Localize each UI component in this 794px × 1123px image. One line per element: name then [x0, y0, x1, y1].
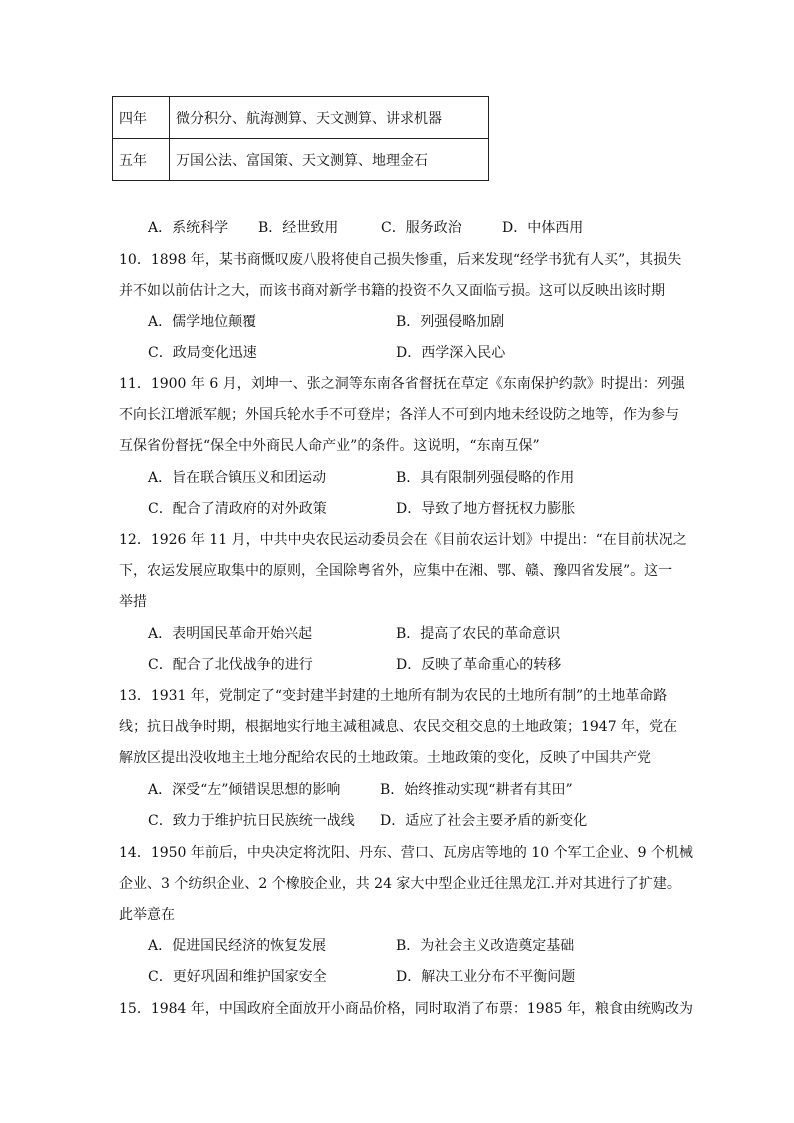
q13-option-c[interactable]: C．致力于维护抗日民族统一战线	[148, 813, 355, 829]
q12-option-a[interactable]: A．表明国民革命开始兴起	[148, 626, 313, 642]
q13-option-d[interactable]: D．适应了社会主要矛盾的新变化	[380, 813, 588, 829]
q10-stem-line: 10．1898 年，某书商慨叹废八股将使自己损失惨重，后来发现“经学书犹有人买”，其损失	[119, 252, 682, 268]
q13-stem-line: 解放区提出没收地主土地分配给农民的土地政策。土地政策的变化，反映了中国共产党	[119, 750, 651, 766]
q9-option-d[interactable]: D．中体西用	[502, 220, 584, 236]
q14-stem-line: 14．1950 年前后，中央决定将沈阳、丹东、营口、瓦房店等地的 10 个军工企业、9 个机械	[119, 845, 693, 861]
q11-option-c[interactable]: C．配合了清政府的对外政策	[148, 501, 327, 517]
q12-stem-line: 下，农运发展应取集中的原则，全国除粤省外，应集中在湘、鄂、赣、豫四省发展”。这一	[119, 563, 673, 579]
curriculum-table	[112, 96, 489, 181]
q9-option-b[interactable]: B．经世致用	[258, 220, 339, 236]
q14-stem-line: 企业、3 个纺织企业、2 个橡胶企业，共 24 家大中型企业迁往黑龙江.并对其进行了扩建。	[119, 876, 681, 892]
q14-option-d[interactable]: D．解决工业分布不平衡问题	[396, 969, 576, 985]
q12-stem-line: 12．1926 年 11 月，中共中央农民运动委员会在《目前农运计划》中提出：“在目前状况之	[119, 532, 687, 548]
q13-stem-line: 线；抗日战争时期，根据地实行地主减租减息、农民交租交息的土地政策；1947 年，党在	[119, 719, 678, 735]
q11-stem-line: 11．1900 年 6 月，刘坤一、张之洞等东南各省督抚在草定《东南保护约款》时提出：列强	[119, 376, 685, 392]
q12-option-d[interactable]: D．反映了革命重心的转移	[396, 657, 562, 673]
q14-option-b[interactable]: B．为社会主义改造奠定基础	[396, 938, 575, 954]
table-cell-year: 五年	[113, 139, 170, 181]
q12-option-c[interactable]: C．配合了北伐战争的进行	[148, 657, 313, 673]
q15-stem-line: 15．1984 年，中国政府全面放开小商品价格，同时取消了布票：1985 年，粮食由统购改为	[119, 1001, 693, 1017]
q11-option-b[interactable]: B．具有限制列强侵略的作用	[396, 470, 575, 486]
q11-stem-line: 互保省份督抚“保全中外商民人命产业”的条件。这说明，“东南互保”	[119, 438, 540, 454]
q11-stem-line: 不向长江增派军舰；外国兵轮水手不可登岸；各洋人不可到内地未经设防之地等，作为参与	[119, 407, 679, 423]
q13-stem-line: 13．1931 年，党制定了“变封建半封建的土地所有制为农民的土地所有制”的土地革命路	[119, 688, 668, 704]
q13-option-b[interactable]: B．始终推动实现“耕者有其田”	[380, 782, 573, 798]
q9-option-c[interactable]: C．服务政治	[381, 220, 462, 236]
q11-option-d[interactable]: D．导致了地方督抚权力膨胀	[396, 501, 576, 517]
table-row	[113, 97, 489, 139]
q10-option-c[interactable]: C．政局变化迅速	[148, 345, 257, 361]
q12-option-b[interactable]: B．提高了农民的革命意识	[396, 626, 561, 642]
q10-stem-line: 并不如以前估计之大，而该书商对新学书籍的投资不久又面临亏损。这可以反映出该时期	[119, 283, 665, 299]
q11-option-a[interactable]: A．旨在联合镇压义和团运动	[148, 470, 327, 486]
q9-option-a[interactable]: A．系统科学	[148, 220, 229, 236]
q12-stem-line: 举措	[119, 594, 147, 610]
table-cell-subjects: 微分积分、航海测算、天文测算、讲求机器	[170, 97, 489, 139]
table-row	[113, 139, 489, 181]
q14-option-c[interactable]: C．更好巩固和维护国家安全	[148, 969, 327, 985]
q14-option-a[interactable]: A．促进国民经济的恢复发展	[148, 938, 327, 954]
q10-option-a[interactable]: A．儒学地位颠覆	[148, 314, 257, 330]
table-cell-subjects: 万国公法、富国策、天文测算、地理金石	[170, 139, 489, 181]
q14-stem-line: 此举意在	[119, 907, 175, 923]
q10-option-d[interactable]: D．西学深入民心	[396, 345, 506, 361]
table-cell-year: 四年	[113, 97, 170, 139]
q10-option-b[interactable]: B．列强侵略加剧	[396, 314, 505, 330]
q13-option-a[interactable]: A．深受“左”倾错误思想的影响	[148, 782, 341, 798]
